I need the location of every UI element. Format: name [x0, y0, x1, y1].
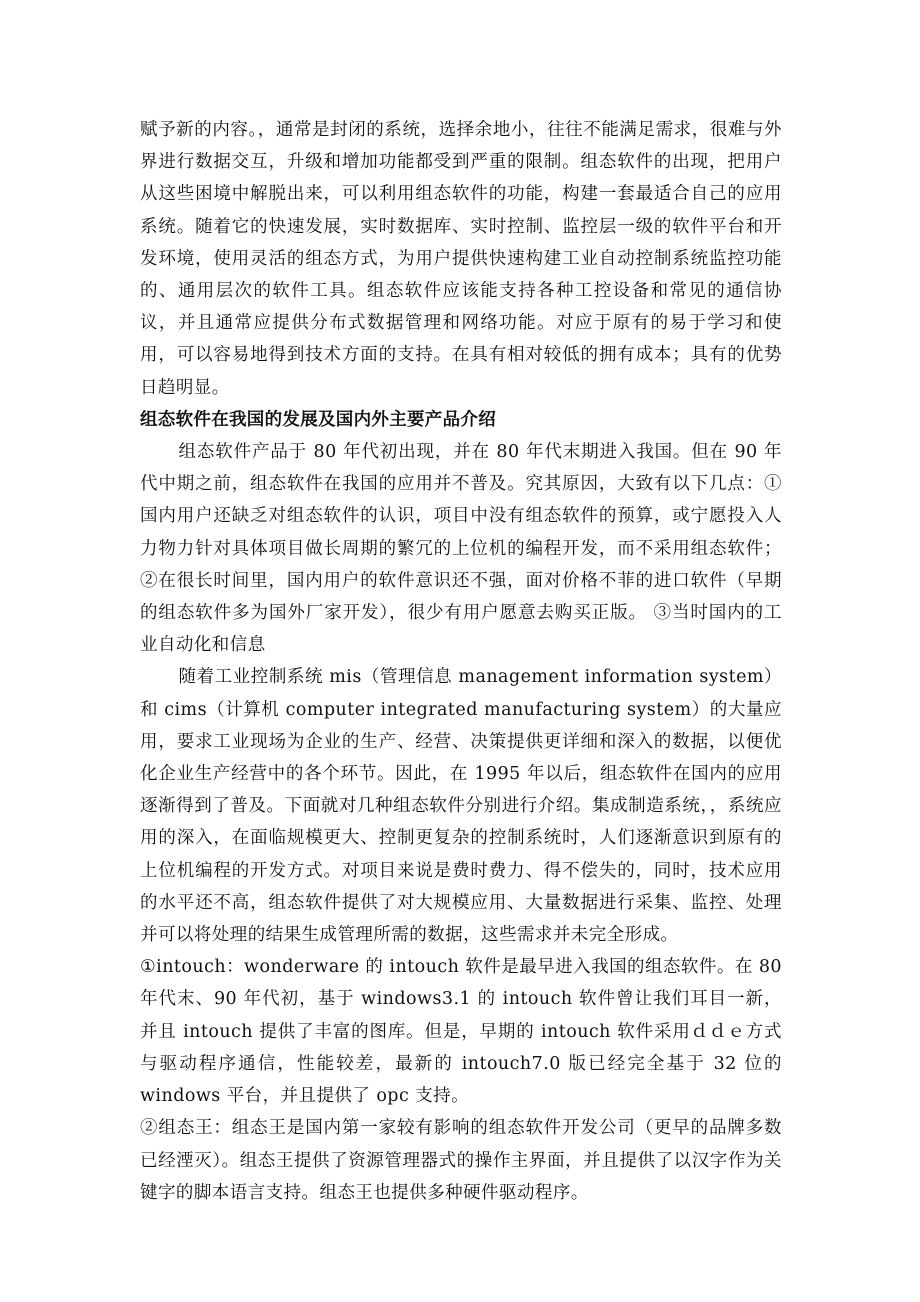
paragraph-history: 组态软件产品于 80 年代初出现，并在 80 年代末期进入我国。但在 90 年代中期之前，组态软件在我国的应用并不普及。究其原因，大致有以下几点：①国内用户还缺乏对组态软件的认识，项目中没有组态软件的预算，或宁愿投入人力物力针对具体项目做长周期的繁冗的上位机的编程开发，而不采用组态软件； ②在很长时间里，国内用户的软件意识还不强，面对价格不菲的进口软件（早期的组态软件多为国外厂家开发），很少有用户愿意去购买正版。 ③当时国内的工业自动化和信息 — [140, 442, 782, 656]
paragraph-intro: 赋予新的内容。，通常是封闭的系统，选择余地小，往往不能满足需求，很难与外界进行数据交互，升级和增加功能都受到严重的限制。组态软件的出现，把用户从这些困境中解脱出来，可以利用组态软件的功能，构建一套最适合自己的应用系统。随着它的快速发展，实时数据库、实时控制、监控层一级的软件平台和开发环境，使用灵活的组态方式，为用户提供快速构建工业自动控制系统监控功能的、通用层次的软件工具。组态软件应该能支持各种工控设备和常见的通信协议，并且通常应提供分布式数据管理和网络功能。对应于原有的易于学习和使用，可以容易地得到技术方面的支持。在具有相对较低的拥有成本；具有的优势日趋明显。 — [140, 120, 782, 398]
document-body — [140, 114, 782, 1209]
section-heading: 组态软件在我国的发展及国内外主要产品介绍 — [140, 409, 496, 430]
paragraph-adoption: 随着工业控制系统 mis（管理信息 management information system）和 cims（计算机 computer integrated manufacturing system）的大量应用，要求工业现场为企业的生产、经营、决策提供更详细和深入的数据，以便优化企业生产经营中的各个环节。因此，在 1995 年以后，组态软件在国内的应用逐渐得到了普及。下面就对几种组态软件分别进行介绍。集成制造系统，，系统应用的深入，在面临规模更大、控制更复杂的控制系统时，人们逐渐意识到原有的上位机编程的开发方式。对项目来说是费时费力、得不偿失的，同时，技术应用的水平还不高，组态软件提供了对大规模应用、大量数据进行采集、监控、处理并可以将处理的结果生成管理所需的数据，这些需求并未完全形成。 — [140, 667, 782, 946]
paragraph-intouch: ①intouch：wonderware 的 intouch 软件是最早进入我国的组态软件。在 80 年代末、90 年代初，基于 windows3.1 的 intouch 软件曾让我们耳目一新，并且 intouch 提供了丰富的图库。但是，早期的 intouch 软件采用ｄｄｅ方式与驱动程序通信，性能较差，最新的 intouch7.0 版已经完全基于 32 位的 windows 平台，并且提供了 opc 支持。 — [140, 957, 782, 1107]
paragraph-kingview: ②组态王：组态王是国内第一家较有影响的组态软件开发公司（更早的品牌多数已经湮灭）。组态王提供了资源管理器式的操作主界面，并且提供了以汉字作为关键字的脚本语言支持。组态王也提供多种硬件驱动程序。 — [140, 1118, 782, 1203]
